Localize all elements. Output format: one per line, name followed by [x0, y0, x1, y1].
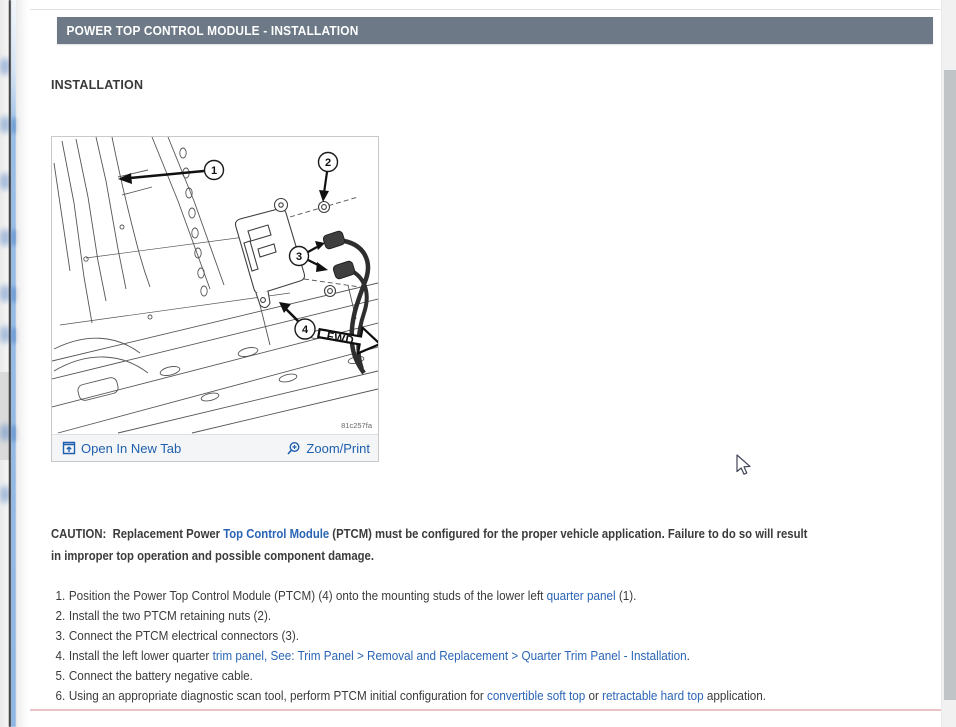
instruction-step	[51, 606, 935, 626]
text-segment: Connect the PTCM electrical connectors (3).	[68, 628, 300, 643]
zoom-print-link[interactable]	[286, 441, 370, 456]
fwd-arrow	[317, 320, 378, 356]
text-segment: CAUTION: Replacement Power	[51, 526, 224, 541]
mouse-cursor	[736, 454, 752, 476]
svg-text:3: 3	[295, 251, 303, 263]
image-code-label: 81c257fa	[341, 421, 372, 430]
text-segment: Position the Power Top Control Module (PTCM) (4) onto the mounting studs of the lower left	[68, 588, 547, 603]
retractable-hard-top-link[interactable]: retractable hard top	[602, 688, 704, 703]
figure-panel	[51, 136, 379, 462]
text-segment: (PTCM) must be configured for the proper vehicle application. Failure to do so will result	[329, 526, 808, 541]
step-number: 6.	[55, 688, 66, 703]
caution-text	[51, 523, 935, 566]
svg-text:1: 1	[210, 165, 218, 177]
step-number: 5.	[55, 668, 66, 683]
instruction-step	[51, 666, 935, 686]
figure-toolbar	[52, 434, 378, 461]
text-segment: or	[585, 688, 603, 703]
open-in-new-tab-link[interactable]	[62, 441, 181, 456]
sidebar-gray-block	[0, 372, 9, 460]
top-control-module-link[interactable]: Top Control Module	[223, 526, 330, 541]
callout-3	[290, 247, 309, 266]
text-segment: application.	[703, 688, 767, 703]
svg-text:2: 2	[324, 157, 332, 169]
scrollbar-thumb[interactable]	[944, 70, 956, 700]
svg-text:FWD: FWD	[325, 330, 355, 348]
text-segment: in improper top operation and possible component damage.	[51, 547, 375, 563]
callout-4	[295, 319, 315, 339]
text-segment: Install the left lower quarter	[68, 648, 213, 663]
quarter-panel-link[interactable]: quarter panel	[546, 588, 616, 603]
svg-text:4: 4	[301, 324, 309, 336]
instruction-list	[51, 586, 935, 706]
callout-2	[319, 153, 338, 172]
page-title: POWER TOP CONTROL MODULE - INSTALLATION	[66, 23, 359, 38]
step-number: 1.	[55, 588, 66, 603]
vertical-scrollbar[interactable]	[941, 0, 956, 727]
section-header-bar	[57, 17, 933, 44]
instruction-step	[51, 646, 935, 666]
zoom-icon	[286, 441, 301, 456]
step-number: 2.	[55, 608, 66, 623]
text-segment: Install the two PTCM retaining nuts (2).	[68, 608, 272, 623]
trim-panel-link[interactable]: trim panel, See: Trim Panel > Removal and Replacement > Quarter Trim Panel - Installation	[212, 648, 687, 663]
installation-heading: INSTALLATION	[51, 78, 144, 92]
step-number: 4.	[55, 648, 66, 663]
frame-edge-fade	[16, 0, 30, 727]
step-number: 3.	[55, 628, 66, 643]
callout-1	[205, 161, 224, 180]
technical-diagram	[52, 137, 378, 434]
open-in-new-tab-label: Open In New Tab	[81, 440, 182, 456]
text-segment: (1).	[615, 588, 637, 603]
left-sidebar-edge	[0, 0, 30, 727]
figure-image[interactable]	[52, 137, 378, 434]
text-segment: .	[686, 648, 690, 663]
open-in-new-tab-icon	[62, 441, 76, 455]
bottom-accent-line	[30, 709, 941, 711]
instruction-step	[51, 586, 935, 606]
convertible-soft-top-link[interactable]: convertible soft top	[487, 688, 586, 703]
text-segment: Using an appropriate diagnostic scan tool, perform PTCM initial configuration for	[68, 688, 488, 703]
zoom-print-label: Zoom/Print	[306, 440, 370, 456]
instruction-step	[51, 626, 935, 646]
content-top-border	[30, 9, 941, 10]
text-segment: Connect the battery negative cable.	[68, 668, 253, 683]
instruction-step	[51, 686, 935, 706]
